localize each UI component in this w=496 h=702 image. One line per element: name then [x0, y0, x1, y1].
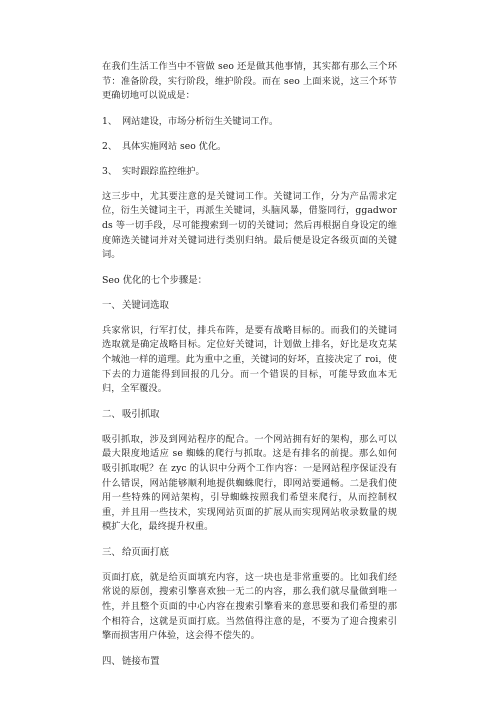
seven-steps-title: Seo 优化的七个步骤是：	[102, 274, 207, 286]
step-number: 1、	[102, 115, 118, 127]
section-heading-1	[102, 299, 397, 313]
document-body	[102, 60, 397, 680]
intro-paragraph: 在我们生活工作当中不管做 seo 还是做其他事情，其实都有那么三个环节：准备阶段，实行阶段，维护阶段。而在 seo 上面来说，这三个环节更确切地可以说成是：	[102, 61, 397, 102]
section-heading-4	[102, 655, 397, 669]
section-number: 二、	[102, 408, 121, 420]
section-number: 三、	[102, 546, 121, 558]
section-heading-2	[102, 408, 397, 422]
step-number: 2、	[102, 140, 118, 152]
section-title: 吸引抓取	[122, 408, 160, 420]
section-title: 给页面打底	[122, 546, 169, 558]
step-item-2	[102, 140, 397, 154]
step-item-1	[102, 115, 397, 129]
section-title: 关键词选取	[122, 299, 169, 311]
section-number: 四、	[102, 655, 121, 667]
step-number: 3、	[102, 165, 118, 177]
keyword-paragraph: 这三步中，尤其要注意的是关键词工作。关键词工作，分为产品需求定位，衍生关键词主干，再派生关键词，头脑风暴，借鉴同行，ggadwords 等一切手段，尽可能搜索到一切的关键词；然后再根据自身设定的维度筛选关键词并对关键词进行类别归纳。最后便是设定各级页面的关键词。	[102, 190, 397, 261]
step-text: 网站建设，市场分析衍生关键词工作。	[122, 115, 279, 127]
step-item-3	[102, 165, 397, 179]
step-text: 具体实施网站 seo 优化。	[122, 140, 227, 152]
section-body-2: 吸引抓取，涉及到网站程序的配合。一个网站拥有好的架构，那么可以最大限度地适应 se 蜘蛛的爬行与抓取。这是有排名的前提。那么如何吸引抓取呢？在 zyc 的认识中分两个工作内容：一是网站程序保证没有什么错误，网站能够顺利地提供蜘蛛爬行，即网站要通畅。二是我们使用一些特殊的网站架构，引导蜘蛛按照我们希望来爬行，从而控制权重，并且用一些技术，实现网站页面的扩展从而实现网站收录数量的规模扩大化，最终提升权重。	[102, 433, 397, 533]
step-text: 实时跟踪监控维护。	[122, 165, 205, 177]
section-body-3: 页面打底，就是给页面填充内容，这一块也是非常重要的。比如我们经常说的原创，搜索引擎喜欢独一无二的内容，那么我们就尽量做到唯一性，并且整个页面的中心内容在搜索引擎看来的意思要和我们希望的那个相符合，这就是页面打底。当然值得注意的是，不要为了迎合搜索引擎而损害用户体验，这会得不偿失的。	[102, 571, 397, 642]
section-heading-3	[102, 546, 397, 560]
section-body-1: 兵家常识，行军打仗，排兵布阵，是要有战略目标的。而我们的关键词选取就是确定战略目标。定位好关键词，计划做上排名，好比是攻克某个城池一样的道理。此为重中之重，关键词的好坏，直接决定了 roi，使下去的力道能得到回报的几分。而一个错误的目标，可能导致血本无归，全军覆没。	[102, 324, 397, 395]
section-title: 链接布置	[122, 655, 160, 667]
section-number: 一、	[102, 299, 121, 311]
